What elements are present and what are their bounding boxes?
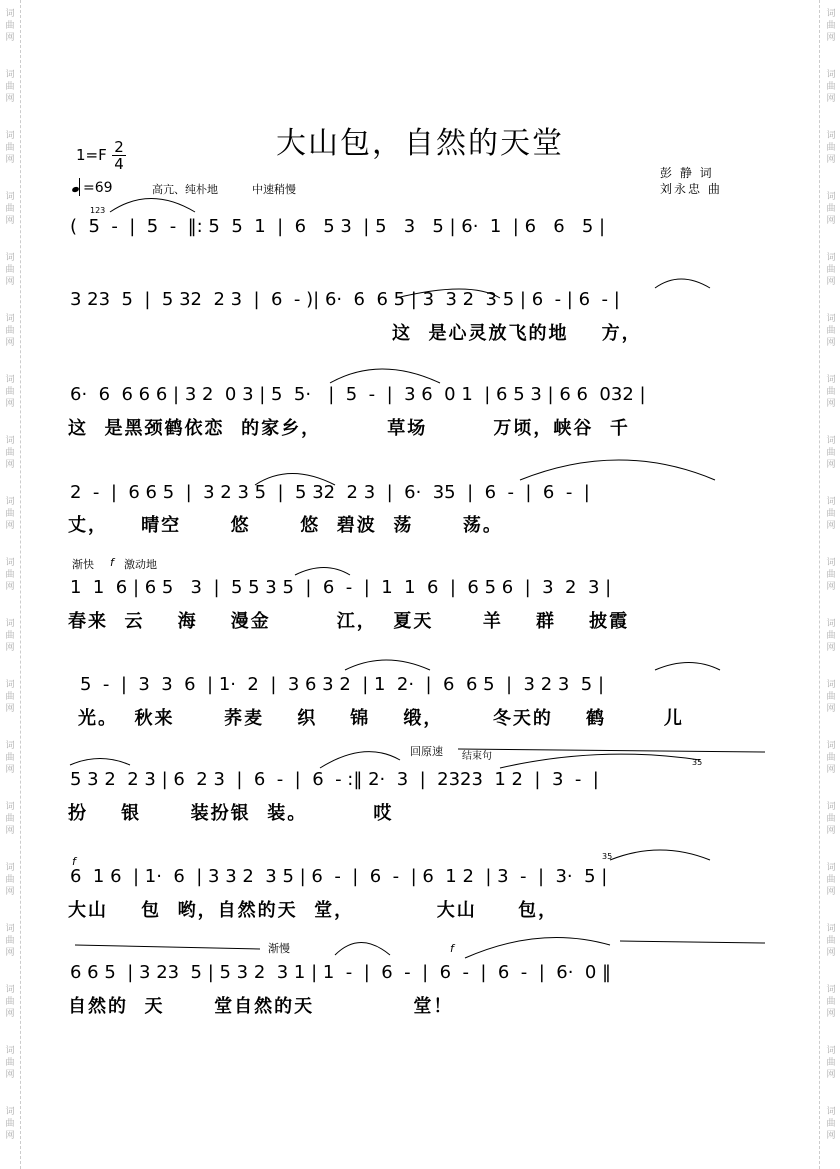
slur: [465, 937, 610, 958]
watermark-text: 词曲网: [826, 924, 836, 958]
slur: [500, 754, 703, 768]
time-sig-top: 2: [114, 138, 124, 156]
lyrics-line-6: 光。 秋来 荞麦 织 锦 缎， 冬天的 鹤 儿: [78, 708, 684, 729]
slur: [295, 568, 350, 576]
watermark-text: 词曲网: [826, 802, 836, 836]
watermark-text: 词曲网: [5, 680, 15, 714]
watermark-text: 词曲网: [5, 253, 15, 287]
watermark-text: 词曲网: [5, 436, 15, 470]
coda-mark: 结束句: [462, 751, 492, 762]
slur: [330, 369, 440, 383]
grace-note-mark: 123: [90, 206, 106, 215]
watermark-text: 词曲网: [826, 131, 836, 165]
watermark-text: 词曲网: [5, 497, 15, 531]
lyrics-line-7: 扮 银 装扮银 装。 哎: [68, 803, 394, 824]
watermark-text: 词曲网: [5, 619, 15, 653]
coda-line: [458, 749, 765, 752]
slur: [70, 759, 130, 766]
dynamic-forte-mark-2: f: [72, 855, 76, 868]
watermark-text: 词曲网: [826, 253, 836, 287]
score-line-5: 1 1 6 | 6 5 3 | 5 5 3 5 | 6 - | 1 1 6 | 6 5 6 | 3 2 3 |: [70, 577, 612, 598]
watermark-text: 词曲网: [826, 1107, 836, 1141]
slur: [520, 460, 715, 480]
watermark-text: 词曲网: [826, 436, 836, 470]
watermark-text: 词曲网: [826, 741, 836, 775]
accelerando-mark: 渐快: [72, 558, 94, 571]
watermark-text: 词曲网: [826, 1046, 836, 1080]
expression-mark: 高亢、纯朴地: [152, 183, 218, 196]
watermark-text: 词曲网: [5, 985, 15, 1019]
slur: [110, 199, 195, 213]
watermark-text: 词曲网: [5, 9, 15, 43]
tempo-description: 中速稍慢: [252, 183, 296, 196]
watermark-text: 词曲网: [826, 70, 836, 104]
score-line-7: 5 3 2 2 3 | 6 2 3 | 6 - | 6 - :‖ 2· 3 | 2323 1 2 | 3 - |: [70, 769, 599, 790]
ritardando-line: [75, 945, 260, 949]
watermark-text: 词曲网: [5, 70, 15, 104]
watermark-text: 词曲网: [826, 9, 836, 43]
watermark-text: 词曲网: [826, 497, 836, 531]
dynamic-forte-mark-3: f: [450, 942, 454, 955]
song-title: 大山包，自然的天堂: [276, 126, 564, 161]
watermark-text: 词曲网: [5, 131, 15, 165]
watermark-text: 词曲网: [5, 558, 15, 592]
grace-note-mark-3: 35: [602, 852, 613, 861]
grace-note-mark-2: 35: [692, 758, 703, 767]
ritardando-line: [620, 941, 765, 943]
ritardando-mark: 渐慢: [268, 942, 290, 955]
watermark-text: 词曲网: [5, 314, 15, 348]
dynamic-forte-mark: f: [110, 556, 114, 569]
watermark-text: 词曲网: [5, 1046, 15, 1080]
watermark-text: 词曲网: [826, 558, 836, 592]
lyrics-line-5: 春来 云 海 漫金 江， 夏天 羊 群 披霞: [68, 611, 630, 632]
slur: [610, 850, 710, 860]
score-line-1: ( 5 - | 5 - ‖: 5 5 1 | 6 5 3 | 5 3 5 | 6· 1 | 6 6 5 |: [70, 216, 606, 237]
slur: [335, 943, 390, 956]
watermark-text: 词曲网: [5, 924, 15, 958]
watermark-text: 词曲网: [826, 619, 836, 653]
watermark-text: 词曲网: [826, 680, 836, 714]
watermark-text: 词曲网: [5, 1107, 15, 1141]
lyrics-line-9: 自然的 天 堂自然的天 堂！: [68, 996, 454, 1017]
watermark-text: 词曲网: [826, 375, 836, 409]
watermark-text: 词曲网: [5, 741, 15, 775]
watermark-text: 词曲网: [5, 863, 15, 897]
composer-credit: 刘永忠 曲: [660, 182, 722, 196]
a-tempo-mark: 回原速: [410, 745, 443, 758]
slur: [655, 663, 720, 671]
watermark-text: 词曲网: [5, 375, 15, 409]
watermark-text: 词曲网: [826, 985, 836, 1019]
watermark-text: 词曲网: [5, 802, 15, 836]
expression-excited-mark: 激动地: [124, 558, 157, 571]
time-sig-bottom: 4: [114, 155, 124, 173]
watermark-text: 词曲网: [826, 863, 836, 897]
lyrics-line-3: 这 是黑颈鹤依恋 的家乡， 草场 万顷，峡谷 千: [68, 418, 630, 439]
slur: [255, 474, 335, 486]
tempo-value: =69: [83, 180, 113, 196]
score-line-4: 2 - | 6 6 5 | 3 2 3 5 | 5 32 2 3 | 6· 35 | 6 - | 6 - |: [70, 482, 590, 503]
key-signature: 1=F: [76, 146, 107, 164]
score-line-3: 6· 6 6 6 6 | 3 2 0 3 | 5 5· | 5 - | 3 6 0 1 | 6 5 3 | 6 6 032 |: [70, 384, 646, 405]
watermark-text: 词曲网: [5, 192, 15, 226]
slur: [655, 279, 710, 288]
watermark-text: 词曲网: [826, 192, 836, 226]
lyrics-line-2: 这 是心灵放飞的地 方，: [392, 323, 642, 344]
slur: [396, 289, 500, 298]
score-line-8: 6 1 6 | 1· 6 | 3 3 2 3 5 | 6 - | 6 - | 6 1 2 | 3 - | 3· 5 |: [70, 866, 608, 887]
slur: [320, 752, 400, 768]
watermark-text: 词曲网: [826, 314, 836, 348]
lyrics-line-8: 大山 包 哟，自然的天 堂， 大山 包，: [68, 900, 559, 921]
slur: [345, 660, 430, 670]
score-line-6: 5 - | 3 3 6 | 1· 2 | 3 6 3 2 | 1 2· | 6 6 5 | 3 2 3 5 |: [80, 674, 605, 695]
lyrics-line-4: 丈， 晴空 悠 悠 碧波 荡 荡。: [68, 515, 503, 536]
score-line-2: 3 23 5 | 5 32 2 3 | 6 - )| 6· 6 6 5 | 3 3 2 3 5 | 6 - | 6 - |: [70, 289, 620, 310]
lyricist-credit: 彭 静 词: [660, 166, 714, 180]
score-line-9: 6 6 5 | 3 23 5 | 5 3 2 3 1 | 1 - | 6 - | 6 - | 6 - | 6· 0 ‖: [70, 962, 612, 983]
